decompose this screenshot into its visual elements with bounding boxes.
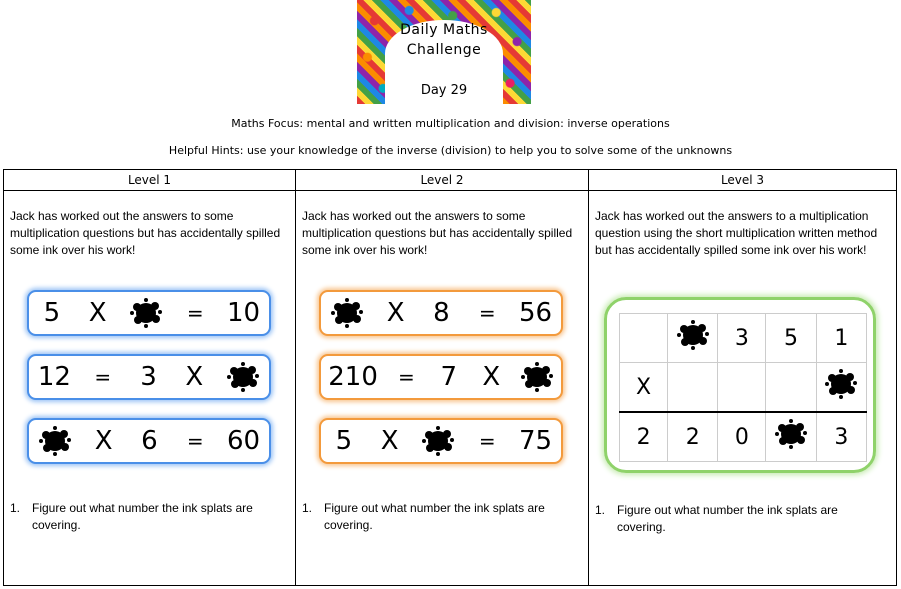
- grid-cell: [718, 363, 766, 413]
- operator-symbol: =: [186, 429, 204, 453]
- helpful-hints: Helpful Hints: use your knowledge of the inverse (division) to help you to solve some of the unknowns: [168, 144, 733, 157]
- grid-cell: 2: [620, 412, 668, 462]
- level-3-task-number: 1.: [595, 503, 606, 517]
- grid-cell: [766, 363, 816, 413]
- operator-symbol: X: [386, 298, 405, 328]
- header-banner: [357, 0, 531, 104]
- title-line-2: Challenge: [406, 42, 482, 58]
- short-multiplication-grid: [619, 313, 867, 462]
- equation-number: 10: [227, 298, 261, 328]
- equation-number: 56: [519, 298, 553, 328]
- levels-table: [3, 169, 897, 586]
- ink-splat-icon: [774, 419, 808, 449]
- level-3-description: Jack has worked out the answers to a multiplication question using the short multiplication written method but has accidentally spilled some ink over his work!: [595, 209, 878, 257]
- level-1-equation-3: [27, 418, 271, 464]
- ink-splat-icon: [330, 298, 364, 328]
- ink-splat-icon: [520, 362, 554, 392]
- level-2-task: [302, 500, 578, 534]
- page-title: [357, 20, 531, 60]
- operator-symbol: X: [94, 426, 113, 456]
- equation-number: 7: [440, 362, 458, 392]
- operator-symbol: X: [185, 362, 204, 392]
- equation-number: 5: [43, 298, 61, 328]
- level-1-column: [4, 170, 296, 585]
- level-1-task-text: Figure out what number the ink splats are covering.: [32, 501, 253, 532]
- equation-number: 3: [140, 362, 157, 392]
- level-2-column: [296, 170, 589, 585]
- level-1-heading: Level 1: [4, 170, 295, 191]
- grid-cell: [668, 314, 718, 363]
- equation-number: 210: [328, 362, 378, 392]
- ink-splat-icon: [421, 426, 455, 456]
- equation-number: 6: [141, 426, 158, 456]
- grid-cell: [668, 363, 718, 413]
- operator-symbol: =: [397, 365, 415, 389]
- ink-splat-icon: [226, 362, 260, 392]
- equation-number: 60: [227, 426, 261, 456]
- level-2-equation-1: [319, 290, 563, 336]
- operator-symbol: =: [478, 429, 496, 453]
- ink-splat-icon: [129, 298, 163, 328]
- ink-splat-icon: [38, 426, 72, 456]
- grid-cell: [620, 314, 668, 363]
- grid-cell: 2: [668, 412, 718, 462]
- grid-cell: 5: [766, 314, 816, 363]
- level-2-equation-3: [319, 418, 563, 464]
- grid-row: [620, 363, 867, 413]
- grid-cell: 3: [816, 412, 866, 462]
- grid-cell: 1: [816, 314, 866, 363]
- level-3-heading: Level 3: [589, 170, 896, 191]
- level-1-task-number: 1.: [10, 501, 21, 515]
- operator-symbol: =: [94, 365, 112, 389]
- equation-number: 75: [519, 426, 553, 456]
- operator-symbol: X: [88, 298, 107, 328]
- level-1-description: Jack has worked out the answers to some multiplication questions but has accidentally spilled some ink over his work!: [10, 209, 281, 257]
- operator-symbol: =: [186, 301, 204, 325]
- level-3-task-text: Figure out what number the ink splats are covering.: [617, 503, 838, 534]
- ink-splat-icon: [824, 369, 858, 399]
- level-2-heading: Level 2: [296, 170, 588, 191]
- grid-cell: 0: [718, 412, 766, 462]
- level-2-equation-2: [319, 354, 563, 400]
- grid-row: [620, 314, 867, 363]
- level-2-task-text: Figure out what number the ink splats are covering.: [324, 501, 545, 532]
- level-3-column: [589, 170, 896, 585]
- level-2-description: Jack has worked out the answers to some multiplication questions but has accidentally spilled some ink over his work!: [302, 209, 573, 257]
- grid-cell: [766, 412, 816, 462]
- equation-number: 8: [433, 298, 450, 328]
- operator-symbol: X: [380, 426, 399, 456]
- level-2-task-number: 1.: [302, 501, 313, 515]
- grid-cell: X: [620, 363, 668, 413]
- title-line-1: Daily Maths: [400, 22, 488, 38]
- operator-symbol: X: [482, 362, 501, 392]
- grid-row: [620, 412, 867, 462]
- level-1-task: [10, 500, 285, 534]
- grid-cell: [816, 363, 866, 413]
- level-1-equation-2: [27, 354, 271, 400]
- ink-splat-icon: [676, 320, 710, 350]
- level-1-equation-1: [27, 290, 271, 336]
- level-3-task: [595, 502, 886, 536]
- operator-symbol: =: [478, 301, 496, 325]
- day-label: Day 29: [420, 83, 468, 98]
- equation-number: 12: [37, 362, 71, 392]
- maths-focus: Maths Focus: mental and written multiplication and division: inverse operations: [231, 117, 670, 130]
- grid-cell: 3: [718, 314, 766, 363]
- equation-number: 5: [335, 426, 353, 456]
